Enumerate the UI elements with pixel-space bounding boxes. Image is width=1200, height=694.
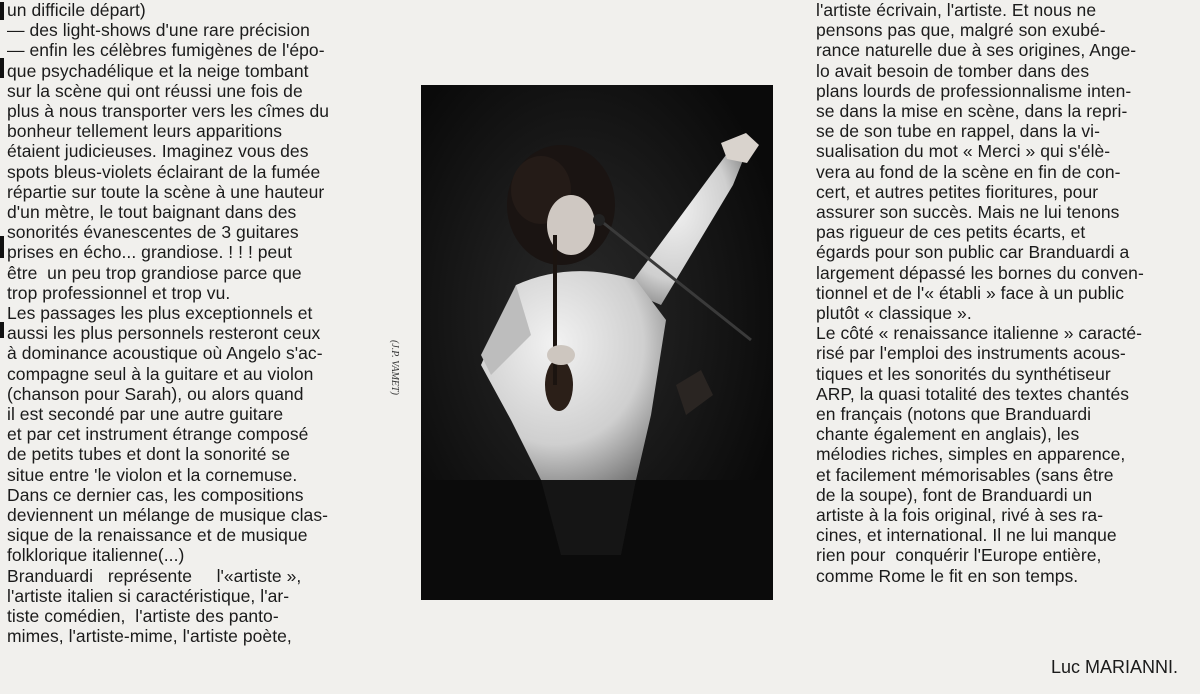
- article-right-column: l'artiste écrivain, l'artiste. Et nous ne pensons pas que, malgré son exubé- rance naturelle due à ses origines, Ange- lo avait besoin de tomber dans des plans lourds de professionnalisme inten- se dans la mise en scène, dans la repri- se de son tube en rappel, dans la vi- sualisation du mot « Merci » qui s'élè- vera au fond de la scène en fin de con- cert, et autres petites fioritures, pour assurer son succès. Mais ne lui tenons pas rigueur de ces petits écarts, et égards pour son public car Branduardi a largement dépassé les bornes du conven- tionnel et de l'« établi » face à un public plutôt « classique ». Le côté « renaissance italienne » caracté- risé par l'emploi des instruments acous- tiques et les sonorités du synthétiseur ARP, la quasi totalité des textes chantés en français (notons que Branduardi chante également en anglais), les mélodies riches, simples en apparence, et facilement mémorisables (sans être de la soupe), font de Branduardi un artiste à la fois original, rivé à ses ra- cines, et international. Il ne lui manque rien pour conquérir l'Europe entière, comme Rome le fit en son temps.: [816, 0, 1144, 586]
- performer-illustration: [421, 85, 773, 600]
- article-left-column: un difficile départ) — des light-shows d'une rare précision — enfin les célèbres fumigènes de l'épo- que psychadélique et la neige tombant sur la scène qui ont réussi une fois de plus à nous transporter vers les cîmes du bonheur tellement leurs apparitions étaient judicieuses. Imaginez vous des spots bleus-violets éclairant de la fumée répartie sur toute la scène à une hauteur d'un mètre, le tout baignant dans des sonorités évanescentes de 3 guitares prises en écho... grandiose. ! ! ! peut être un peu trop grandiose parce que trop professionnel et trop vu. Les passages les plus exceptionnels et aussi les plus personnels resteront ceux à dominance acoustique où Angelo s'ac- compagne seul à la guitare et au violon (chanson pour Sarah), ou alors quand il est secondé par une autre guitare et par cet instrument étrange composé de petits tubes et dont la sonorité se situe entre 'le violon et la cornemuse. Dans ce dernier cas, les compositions deviennent un mélange de musique clas- sique de la renaissance et de musique folklorique italienne(...) Branduardi représente l'«artiste », l'artiste italien si caractéristique, l'ar- tiste comédien, l'artiste des panto- mimes, l'artiste-mime, l'artiste poète,: [7, 0, 330, 647]
- concert-photo: [421, 85, 773, 600]
- author-signature: Luc MARIANNI.: [1050, 657, 1178, 677]
- page-edge-marks: [0, 0, 4, 694]
- photo-credit: (J.P. VAMET): [389, 340, 400, 395]
